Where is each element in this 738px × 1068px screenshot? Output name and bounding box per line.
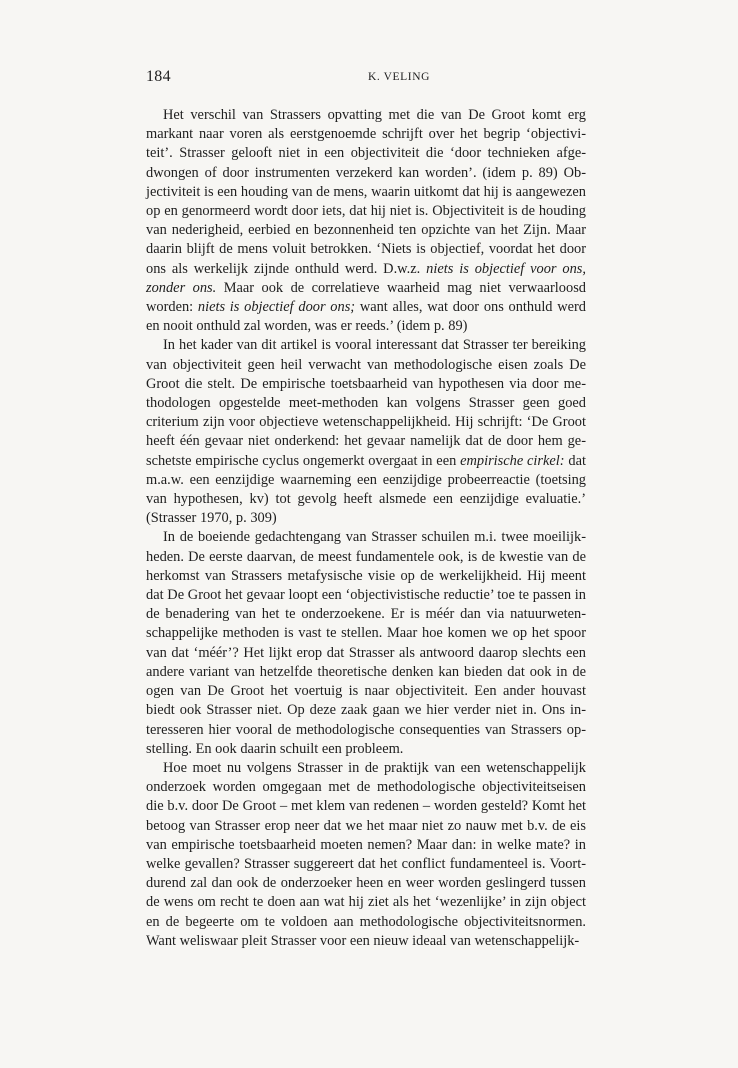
italic-segment: niets is objectief voor ons, zonder ons. — [146, 260, 586, 296]
text-segment: dat m.a.w. een eenzijdige waarneming een eenzijdige probeerreactie (toetsing van hypothesen, kv) tot gevolg heeft alsmede een eenzijdige evaluatie.’ (Strasser 1970, p. 309) — [146, 452, 586, 527]
page-header — [146, 68, 586, 92]
body-text — [146, 106, 586, 951]
paragraph-2 — [146, 336, 586, 528]
text-segment: In de boeiende gedachtengang van Strasser schuilen m.i. twee moeilijkheden. De eerste daarvan, de meest fundamentele ook, is de kwestie van de herkomst van Strassers metafysische visie op de werkelijkheid. Hij meent dat De Groot het gevaar loopt een ‘objectivistische reductie’ toe te passen in de benadering van het te onderzoekene. Er is méér dan via natuurwetenschappelijke methoden is vast te stellen. Maar hoe komen we op het spoor van dat ‘méér’? Het lijkt erop dat Strasser als antwoord daarop slechts een andere variant van hetzelfde theoretische denken kan bieden dat ook in de ogen van De Groot het voertuig is naar objectiviteit. Een ander houvast biedt ook Strasser niet. Op deze zaak gaan we hier verder niet in. Ons interesseren hier vooral de methodologische consequenties van Strassers opstelling. En ook daarin schuilt een probleem. — [146, 529, 586, 757]
paragraph-1 — [146, 106, 586, 336]
italic-segment: niets is objectief door ons; — [197, 299, 356, 316]
page-number: 184 — [146, 68, 171, 85]
text-segment: Het verschil van Strassers opvatting met die van De Groot komt erg markant naar voren als eerstgenoemde schrijft over het begrip ‘objectiviteit’. Strasser gelooft niet in een objectiviteit die ‘door technieken afgedwongen of door instrumenten verzekerd kan worden’. (idem p. 89) Objectiviteit is een houding van de mens, waarin uitkomt dat hij is aangewezen op en genormeerd wordt door iets, dat hij niet is. Objectiviteit is de houding van nederigheid, eerbied en bezonnenheid ten opzichte van het Zijn. Maar daarin blijft de mens voluit betrokken. ‘Niets is objectief, voordat het door ons als werkelijk zijnde onthuld werd. D.w.z. — [146, 107, 586, 277]
paragraph-4 — [146, 759, 586, 951]
text-segment: Maar ook de correlatieve waarheid mag niet verwaarloosd worden: — [146, 279, 586, 316]
text-segment: Hoe moet nu volgens Strasser in de praktijk van een wetenschappelijk onderzoek worden omgegaan met de methodologische objectiviteitseisen die b.v. door De Groot – met klem van redenen – worden gesteld? Komt het betoog van Strasser erop neer dat we het maar niet zo nauw met b.v. de eis van empirische toetsbaarheid moeten nemen? Maar dan: in welke mate? in welke gevallen? Strasser suggereert dat het conflict fundamenteel is. Voortdurend zal dan ook de onderzoeker heen en weer worden geslingerd tussen de wens om recht te doen aan wat hij ziet als het ‘wezenlijke’ in zijn object en de begeerte om te voldoen aan methodologische objectiviteitsnormen. Want weliswaar pleit Strasser voor een nieuw ideaal van wetenschappelijk- — [146, 759, 586, 949]
italic-segment: empirische cirkel: — [460, 452, 565, 469]
paragraph-3 — [146, 528, 586, 758]
running-head-author: K. VELING — [368, 71, 431, 83]
text-segment: In het kader van dit artikel is vooral interessant dat Strasser ter bereiking van objectiviteit geen heil verwacht van methodologische eisen zoals De Groot die stelt. De empirische toetsbaarheid van hypothesen via door methodologen opgestelde meet-methoden kan volgens Strasser geen goed criterium zijn voor objectieve wetenschappelijkheid. Hij schrijft: ‘De Groot heeft één gevaar niet onderkend: het gevaar namelijk dat de door hem geschetste empirische cyclus ongemerkt overgaat in een — [146, 337, 586, 469]
text-segment: want alles, wat door ons onthuld werd en nooit onthuld zal worden, was er reeds.’ (idem p. 89) — [146, 299, 586, 335]
